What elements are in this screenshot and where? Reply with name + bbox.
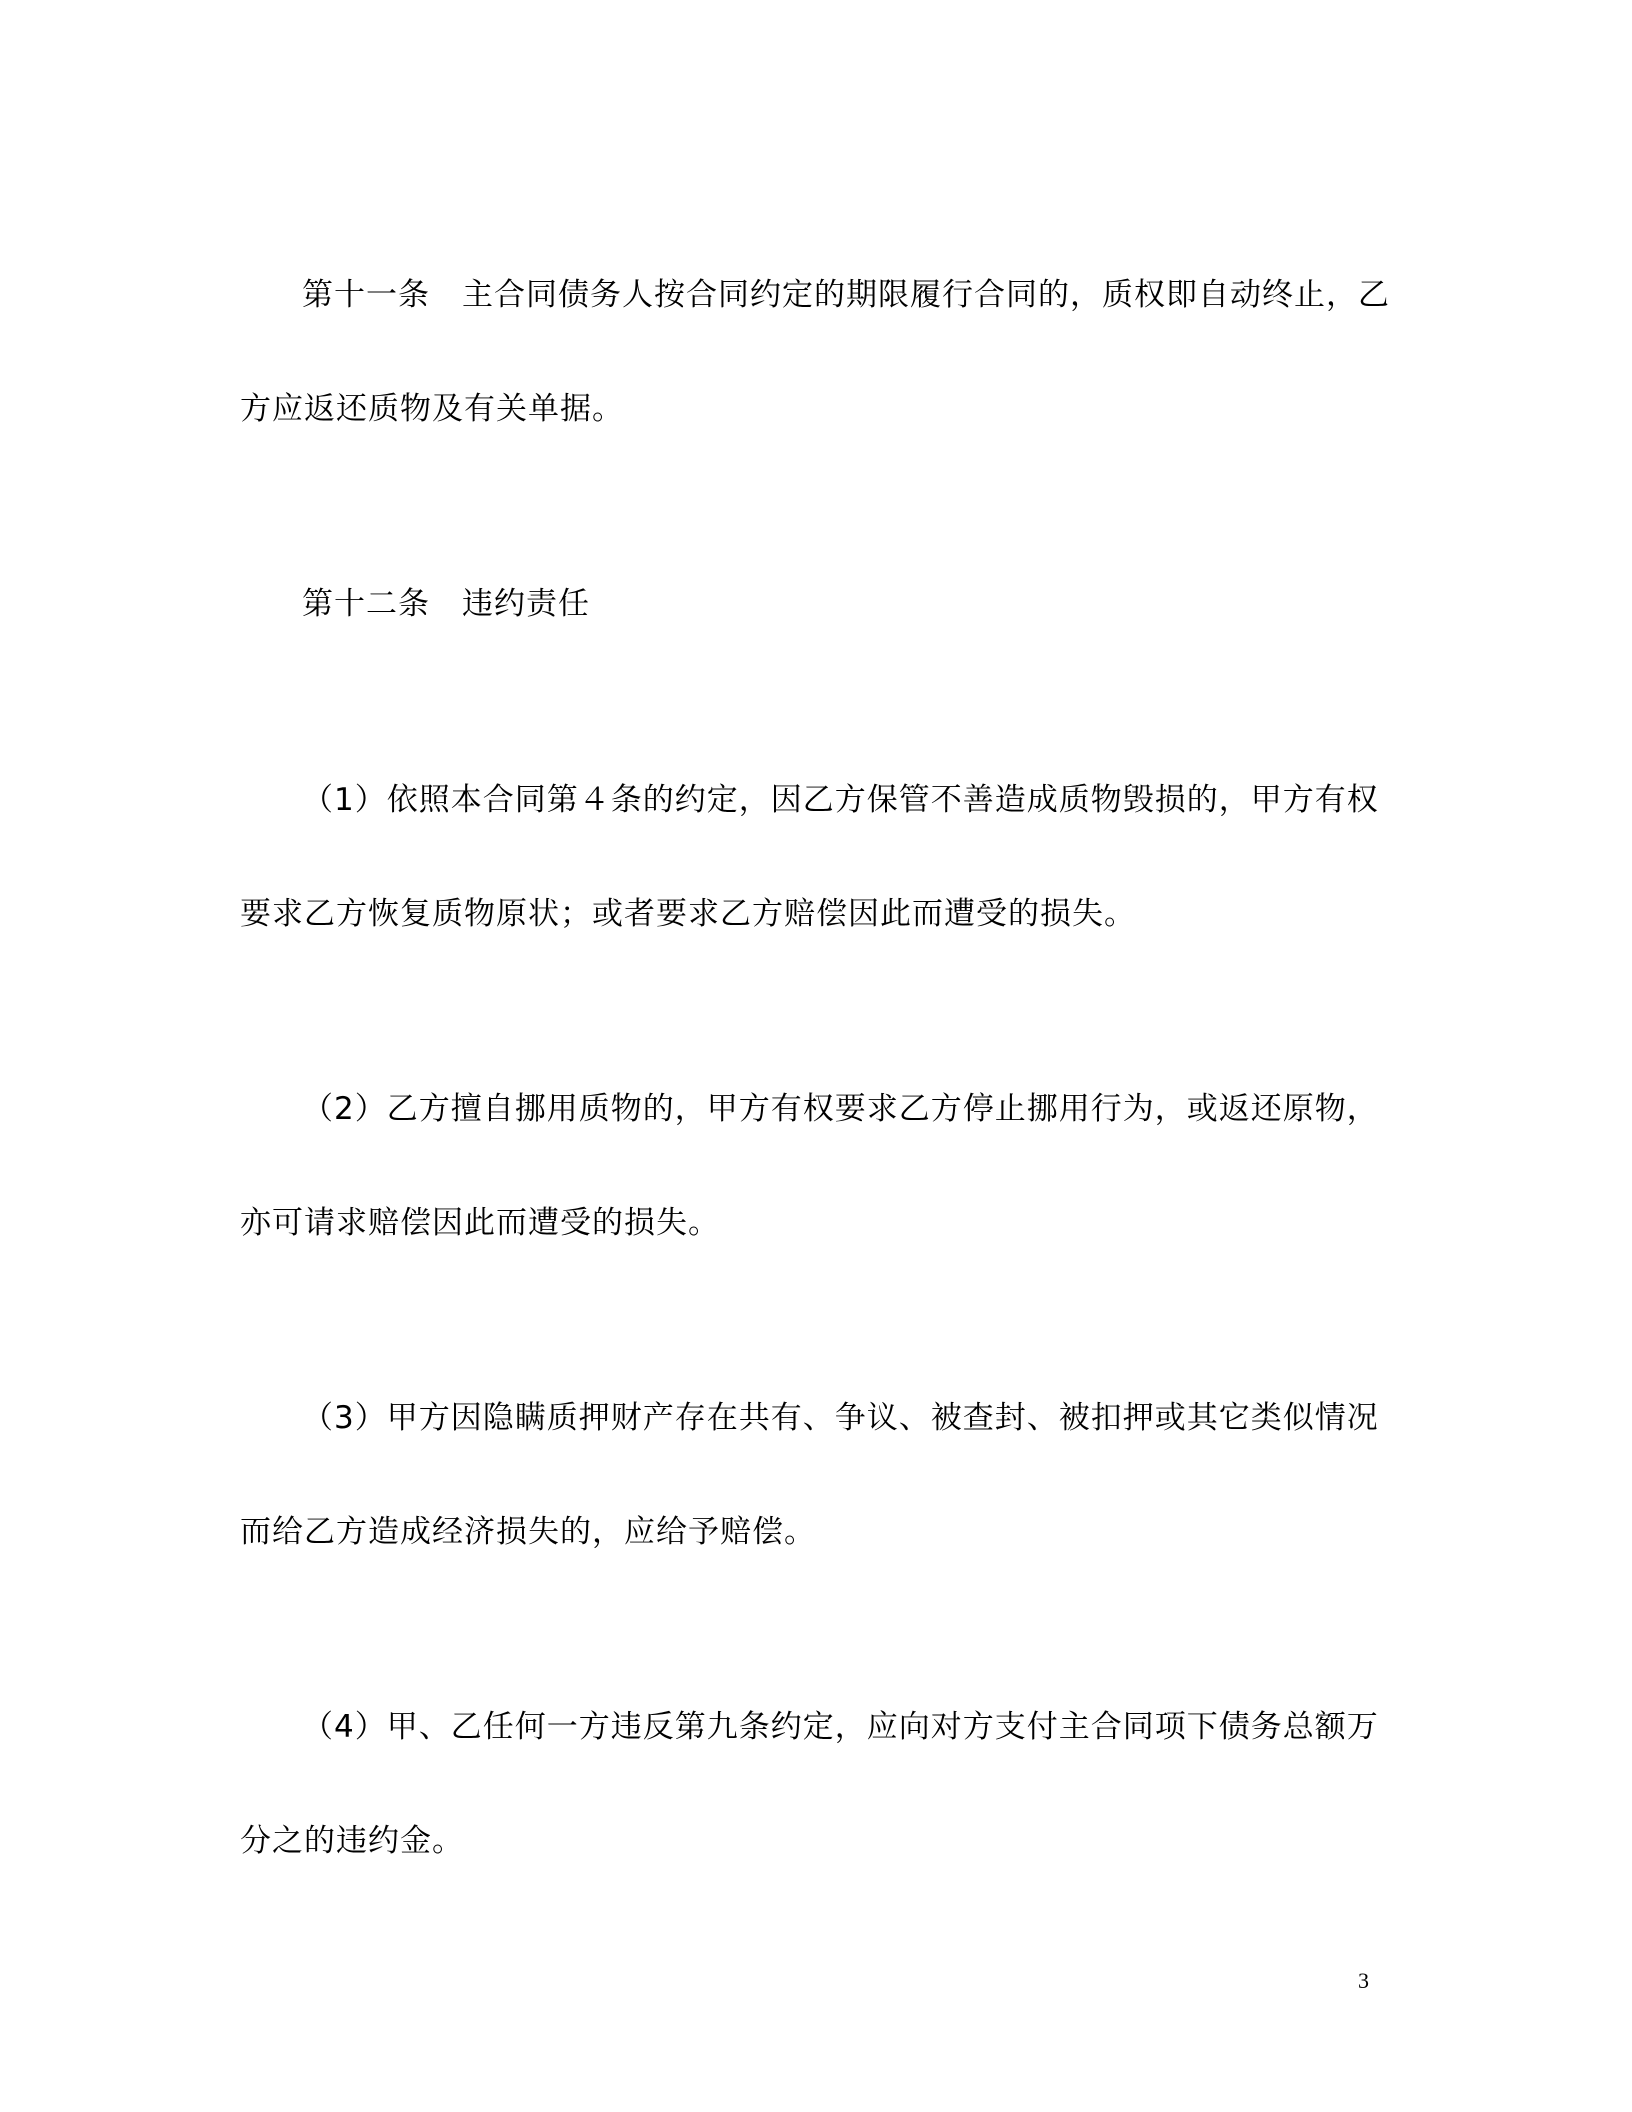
clause-4-line-1: （4）甲、乙任何一方违反第九条约定，应向对方支付主合同项下债务总额万 bbox=[302, 1709, 1379, 1745]
article-11-line-1: 第十一条 主合同债务人按合同约定的期限履行合同的，质权即自动终止，乙 bbox=[302, 277, 1390, 313]
clause-3-line-2: 而给乙方造成经济损失的，应给予赔偿。 bbox=[240, 1514, 816, 1550]
clause-2-line-1: （2）乙方擅自挪用质物的，甲方有权要求乙方停止挪用行为，或返还原物， bbox=[302, 1091, 1379, 1127]
page-number: 3 bbox=[1358, 1968, 1369, 1993]
clause-1-line-1: （1）依照本合同第４条的约定，因乙方保管不善造成质物毁损的，甲方有权 bbox=[302, 782, 1379, 818]
clause-4-line-2: 分之的违约金。 bbox=[240, 1823, 464, 1859]
clause-2-line-2: 亦可请求赔偿因此而遭受的损失。 bbox=[240, 1205, 720, 1241]
article-11-line-2: 方应返还质物及有关单据。 bbox=[240, 391, 624, 427]
article-12-heading: 第十二条 违约责任 bbox=[302, 586, 590, 622]
clause-3-line-1: （3）甲方因隐瞒质押财产存在共有、争议、被查封、被扣押或其它类似情况 bbox=[302, 1400, 1379, 1436]
clause-1-line-2: 要求乙方恢复质物原状；或者要求乙方赔偿因此而遭受的损失。 bbox=[240, 896, 1136, 932]
